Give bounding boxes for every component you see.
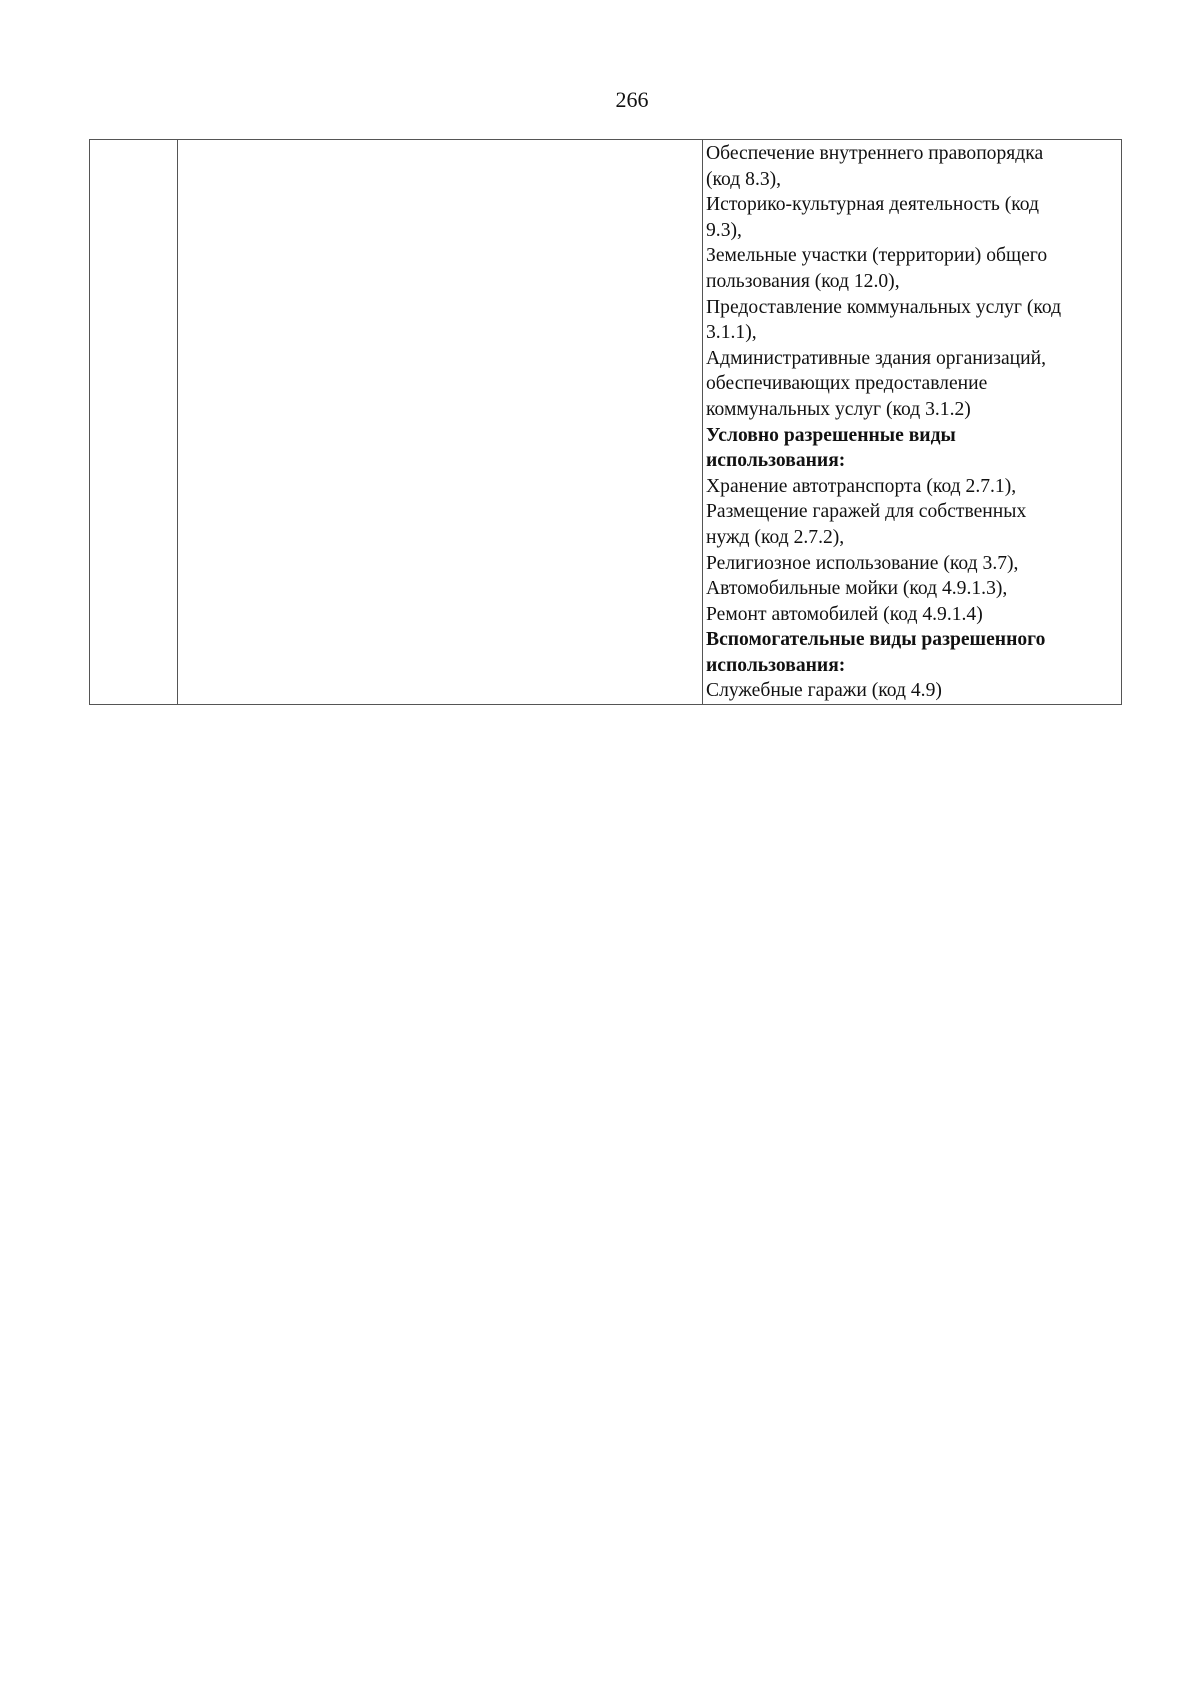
table-cell-number (90, 140, 178, 705)
zoning-table (89, 139, 1122, 705)
use-line: Административные здания организаций, (706, 347, 1047, 369)
use-line: Хранение автотранспорта (код 2.7.1), (706, 475, 1017, 497)
use-line: Обеспечение внутреннего правопорядка (706, 143, 1044, 164)
cell-zone-text (178, 140, 702, 141)
use-line: 9.3), (706, 219, 742, 241)
use-line: 3.1.1), (706, 322, 757, 344)
table-cell-permitted-uses (703, 140, 1122, 705)
section-heading-line: использования: (706, 654, 846, 676)
table-row (90, 140, 1122, 705)
use-line: нужд (код 2.7.2), (706, 526, 845, 548)
use-line: коммунальных услуг (код 3.1.2) (706, 398, 971, 420)
use-line: Земельные участки (территории) общего (706, 245, 1048, 267)
use-line: Предоставление коммунальных услуг (код (706, 296, 1062, 318)
use-line: Автомобильные мойки (код 4.9.1.3), (706, 578, 1008, 600)
use-line: Служебные гаражи (код 4.9) (706, 680, 942, 702)
section-heading-line: использования: (706, 450, 846, 472)
page-number: 266 (615, 87, 649, 112)
section-heading-line: Условно разрешенные виды (706, 424, 956, 446)
use-line: Религиозное использование (код 3.7), (706, 552, 1019, 574)
use-line: Ремонт автомобилей (код 4.9.1.4) (706, 603, 983, 625)
section-heading-line: Вспомогательные виды разрешенного (706, 629, 1046, 651)
permitted-uses-list (703, 140, 1121, 704)
table-cell-zone (178, 140, 703, 705)
use-line: Размещение гаражей для собственных (706, 501, 1027, 523)
use-line: (код 8.3), (706, 168, 782, 190)
cell-number-text (90, 140, 177, 141)
use-line: обеспечивающих предоставление (706, 373, 988, 395)
use-line: пользования (код 12.0), (706, 270, 900, 292)
use-line: Историко-культурная деятельность (код (706, 194, 1039, 216)
